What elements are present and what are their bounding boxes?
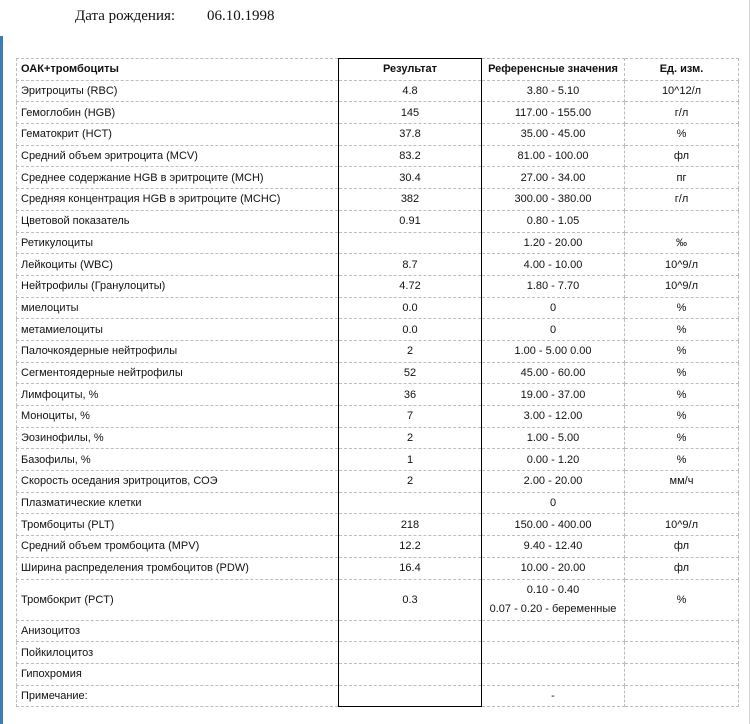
test-result: 2 (339, 427, 482, 449)
table-row (17, 406, 739, 428)
table-row (17, 471, 739, 493)
test-reference: 1.00 - 5.00 0.00 (482, 340, 625, 362)
test-reference: 27.00 - 34.00 (482, 167, 625, 189)
table-row (17, 642, 739, 664)
test-name: Эритроциты (RBC) (17, 80, 339, 102)
test-unit (625, 685, 739, 707)
test-name: Гемоглобин (HGB) (17, 102, 339, 124)
test-unit: пг (625, 167, 739, 189)
test-result: 7 (339, 406, 482, 428)
test-result: 36 (339, 384, 482, 406)
table-row (17, 536, 739, 558)
test-reference: 10.00 - 20.00 (482, 557, 625, 579)
test-result: 2 (339, 471, 482, 493)
test-unit: % (625, 319, 739, 341)
test-reference: 4.00 - 10.00 (482, 254, 625, 276)
test-reference: 9.40 - 12.40 (482, 536, 625, 558)
table-row (17, 492, 739, 514)
table-row (17, 362, 739, 384)
test-reference: 81.00 - 100.00 (482, 145, 625, 167)
test-result: 0.91 (339, 210, 482, 232)
table-header-row (17, 59, 739, 81)
test-reference: 0 (482, 492, 625, 514)
header-reference: Референсные значения (482, 59, 625, 81)
test-result: 4.8 (339, 80, 482, 102)
test-reference: 3.00 - 12.00 (482, 406, 625, 428)
table-row (17, 254, 739, 276)
test-unit: мм/ч (625, 471, 739, 493)
birth-date-label: Дата рождения: (75, 8, 176, 24)
header-test: ОАК+тромбоциты (17, 59, 339, 81)
table-row (17, 167, 739, 189)
test-result: 37.8 (339, 124, 482, 146)
test-unit: % (625, 362, 739, 384)
test-reference: 1.20 - 20.00 (482, 232, 625, 254)
birth-date (75, 8, 275, 25)
test-reference: 0.00 - 1.20 (482, 449, 625, 471)
table-row (17, 620, 739, 642)
test-reference: 2.00 - 20.00 (482, 471, 625, 493)
reference-line-pregnant: 0.07 - 0.20 - беременные (489, 602, 617, 615)
table-row (17, 449, 739, 471)
test-unit: % (625, 579, 739, 620)
test-result: 2 (339, 340, 482, 362)
table-row (17, 427, 739, 449)
test-unit: 10^12/л (625, 80, 739, 102)
test-unit: фл (625, 557, 739, 579)
table-row-pct (17, 579, 739, 620)
test-reference: 1.80 - 7.70 (482, 275, 625, 297)
test-result: 8.7 (339, 254, 482, 276)
test-reference: 19.00 - 37.00 (482, 384, 625, 406)
test-name: Тромбоциты (PLT) (17, 514, 339, 536)
test-name: Эозинофилы, % (17, 427, 339, 449)
test-result: 145 (339, 102, 482, 124)
test-result (339, 642, 482, 664)
test-result: 4.72 (339, 275, 482, 297)
test-name: Скорость оседания эритроцитов, СОЭ (17, 471, 339, 493)
test-name: Гипохромия (17, 663, 339, 685)
test-result (339, 492, 482, 514)
table-row (17, 145, 739, 167)
table-row (17, 663, 739, 685)
table-row (17, 210, 739, 232)
test-result: 0.0 (339, 297, 482, 319)
test-reference: 117.00 - 155.00 (482, 102, 625, 124)
header-unit: Ед. изм. (625, 59, 739, 81)
blood-test-table (16, 58, 739, 707)
test-unit: 10^9/л (625, 514, 739, 536)
table-row (17, 275, 739, 297)
test-reference: 300.00 - 380.00 (482, 189, 625, 211)
test-name: Гематокрит (HCT) (17, 124, 339, 146)
test-unit: % (625, 406, 739, 428)
test-reference: 0 (482, 319, 625, 341)
test-unit (625, 663, 739, 685)
test-result: 0.0 (339, 319, 482, 341)
test-reference: 45.00 - 60.00 (482, 362, 625, 384)
table-row (17, 384, 739, 406)
test-unit: ‰ (625, 232, 739, 254)
test-reference (482, 620, 625, 642)
test-name: Примечание: (17, 685, 339, 707)
test-unit: фл (625, 536, 739, 558)
test-unit: 10^9/л (625, 254, 739, 276)
test-reference: - (482, 685, 625, 707)
test-reference (482, 579, 625, 620)
test-name: Анизоцитоз (17, 620, 339, 642)
test-result: 218 (339, 514, 482, 536)
test-unit (625, 620, 739, 642)
test-result: 30.4 (339, 167, 482, 189)
test-result: 16.4 (339, 557, 482, 579)
test-reference: 0.80 - 1.05 (482, 210, 625, 232)
test-reference (482, 642, 625, 664)
test-result: 52 (339, 362, 482, 384)
test-unit: % (625, 427, 739, 449)
test-unit: % (625, 124, 739, 146)
table-row (17, 124, 739, 146)
test-name: Средняя концентрация HGB в эритроците (MCHC) (17, 189, 339, 211)
test-unit: г/л (625, 102, 739, 124)
test-unit: % (625, 297, 739, 319)
test-name: Средний объем тромбоцита (MPV) (17, 536, 339, 558)
test-reference: 150.00 - 400.00 (482, 514, 625, 536)
test-name: Средний объем эритроцита (MCV) (17, 145, 339, 167)
test-reference: 35.00 - 45.00 (482, 124, 625, 146)
test-name: Плазматические клетки (17, 492, 339, 514)
test-unit: % (625, 449, 739, 471)
test-name: Цветовой показатель (17, 210, 339, 232)
table-row (17, 514, 739, 536)
test-reference (482, 663, 625, 685)
test-name: Пойкилоцитоз (17, 642, 339, 664)
test-name: Ретикулоциты (17, 232, 339, 254)
test-result (339, 620, 482, 642)
test-result (339, 232, 482, 254)
table-row (17, 102, 739, 124)
reference-line-general: 0.10 - 0.40 (526, 583, 580, 596)
test-result: 12.2 (339, 536, 482, 558)
test-result (339, 663, 482, 685)
test-result: 83.2 (339, 145, 482, 167)
test-name: метамиелоциты (17, 319, 339, 341)
test-name: миелоциты (17, 297, 339, 319)
test-name: Среднее содержание HGB в эритроците (MCH) (17, 167, 339, 189)
table-row (17, 80, 739, 102)
test-result (339, 685, 482, 707)
test-result: 0.3 (339, 579, 482, 620)
table-row (17, 189, 739, 211)
header-result: Результат (339, 59, 482, 81)
test-name: Моноциты, % (17, 406, 339, 428)
test-unit: фл (625, 145, 739, 167)
table-row (17, 297, 739, 319)
test-name: Тромбокрит (PCT) (17, 579, 339, 620)
test-unit: % (625, 340, 739, 362)
table-row (17, 340, 739, 362)
test-name: Лимфоциты, % (17, 384, 339, 406)
birth-date-value: 06.10.1998 (207, 8, 275, 24)
test-unit (625, 492, 739, 514)
test-name: Базофилы, % (17, 449, 339, 471)
test-result: 382 (339, 189, 482, 211)
test-name: Ширина распределения тромбоцитов (PDW) (17, 557, 339, 579)
table-row (17, 557, 739, 579)
test-name: Нейтрофилы (Гранулоциты) (17, 275, 339, 297)
test-name: Сегментоядерные нейтрофилы (17, 362, 339, 384)
test-unit: % (625, 384, 739, 406)
table-row (17, 232, 739, 254)
test-reference: 1.00 - 5.00 (482, 427, 625, 449)
test-reference: 3.80 - 5.10 (482, 80, 625, 102)
test-reference: 0 (482, 297, 625, 319)
test-result: 1 (339, 449, 482, 471)
test-unit: 10^9/л (625, 275, 739, 297)
test-unit (625, 210, 739, 232)
test-unit (625, 642, 739, 664)
test-unit: г/л (625, 189, 739, 211)
test-name: Палочкоядерные нейтрофилы (17, 340, 339, 362)
left-margin-rule (0, 36, 3, 724)
test-name: Лейкоциты (WBC) (17, 254, 339, 276)
table-row (17, 319, 739, 341)
table-row (17, 685, 739, 707)
